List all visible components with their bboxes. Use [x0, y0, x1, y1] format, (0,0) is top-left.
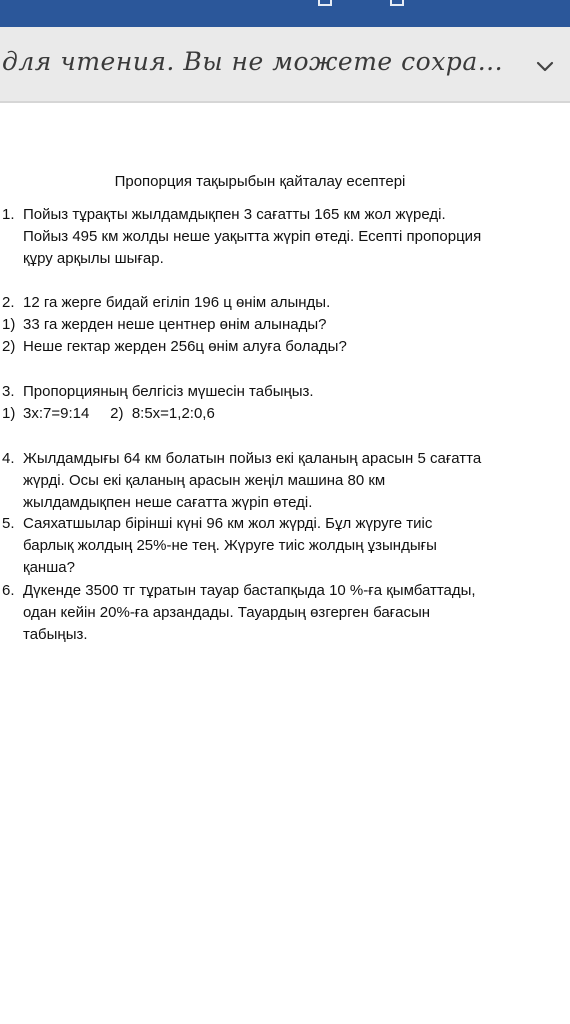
problem-text: одан кейін 20%-ға арзандады. Тауардың өзгерген бағасын: [23, 604, 431, 621]
problem-text: Жылдамдығы 64 км болатын пойыз екі қаланың арасын 5 сағатта: [23, 450, 482, 467]
problem-number: 3.: [2, 383, 15, 400]
problem-text: жүрді. Осы екі қаланың арасын жеңіл машина 80 км: [23, 472, 386, 489]
toolbar-icon[interactable]: [390, 0, 404, 6]
problem-text: 12 га жерге бидай егіліп 196 ц өнім алынды.: [23, 294, 331, 311]
problem-text: табыңыз.: [23, 626, 88, 643]
document-title: Пропорция тақырыбын қайталау есептері: [114, 173, 406, 190]
problem-number: 1.: [2, 206, 15, 223]
banner-text: для чтения. Вы не можете сохра...: [2, 47, 504, 76]
problem-text: құру арқылы шығар.: [23, 250, 164, 267]
problem-text: жылдамдықпен неше сағатта жүріп өтеді.: [23, 494, 313, 511]
problem-number: 6.: [2, 582, 15, 599]
subitem-number: 2): [2, 338, 16, 355]
problem-text: барлық жолдың 25%-не тең. Жүруге тиіс жолдың ұзындығы: [23, 537, 437, 554]
problem-text: Дүкенде 3500 тг тұратын тауар бастапқыда 10 %-ға қымбаттады,: [23, 582, 476, 599]
problem-text: Пропорцияның белгісіз мүшесін табыңыз.: [23, 383, 314, 400]
subitem-text: 33 га жерден неше центнер өнім алынады?: [23, 316, 327, 333]
problem-text: Пойыз тұрақты жылдамдықпен 3 сағатты 165 км жол жүреді.: [23, 206, 446, 223]
read-only-banner[interactable]: [0, 27, 570, 103]
subitem-number: 1): [2, 405, 16, 422]
problem-text: қанша?: [23, 559, 75, 576]
problem-number: 2.: [2, 294, 15, 311]
subitem-text: Неше гектар жерден 256ц өнім алуға болады?: [23, 338, 347, 355]
problem-text: Пойыз 495 км жолды неше уақытта жүріп өтеді. Есепті пропорция: [23, 228, 482, 245]
problem-number: 5.: [2, 515, 15, 532]
problem-number: 4.: [2, 450, 15, 467]
subitem-number: 1): [2, 316, 16, 333]
app-toolbar: [0, 0, 570, 27]
problem-text: Саяхатшылар бірінші күні 96 км жол жүрді. Бұл жүруге тиіс: [23, 515, 433, 532]
chevron-down-icon[interactable]: [533, 55, 557, 79]
subitem-text: 3x:7=9:14 2) 8:5x=1,2:0,6: [23, 405, 215, 422]
toolbar-icon[interactable]: [318, 0, 332, 6]
